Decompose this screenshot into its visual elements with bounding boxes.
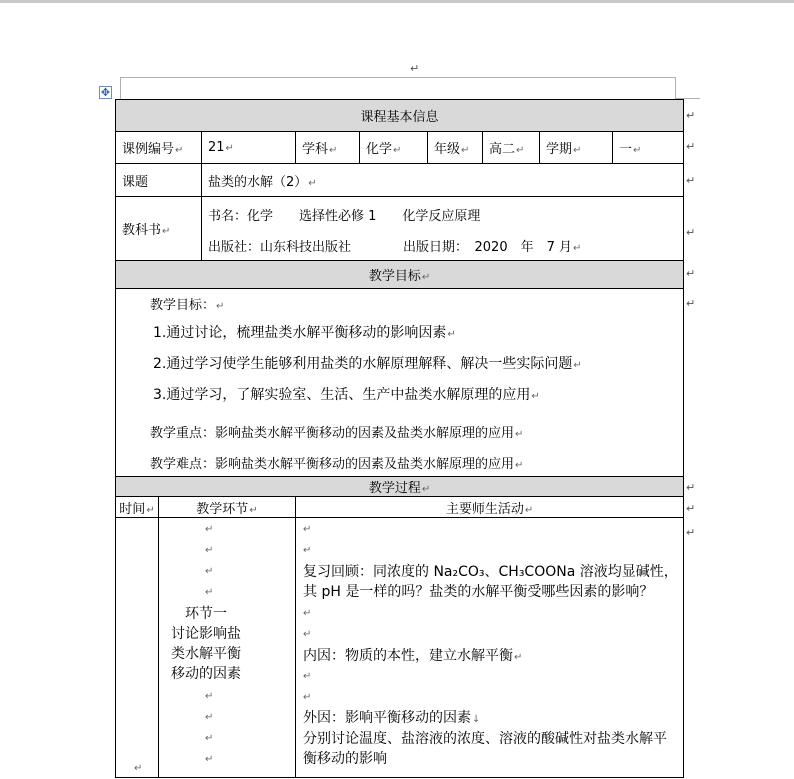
subject-value-cell[interactable]: 化学↵ xyxy=(360,132,428,164)
section-basic-info: 课程基本信息 xyxy=(116,100,684,132)
term-label-cell: 学期↵ xyxy=(540,132,613,164)
time-cell[interactable]: ↵ xyxy=(116,518,159,778)
internal-factor: 内因：物质的本性，建立水解平衡↵ xyxy=(303,648,523,664)
col-stage-header: 教学环节↵ xyxy=(159,497,296,518)
goals-heading: 教学目标：↵ xyxy=(150,298,225,313)
section-process: 教学过程↵ xyxy=(116,477,684,497)
window-top-edge xyxy=(0,0,794,3)
row-end-mark: ↵ xyxy=(686,109,696,122)
grade-value-cell[interactable]: 高二↵ xyxy=(483,132,540,164)
col-time-header: 时间↵ xyxy=(116,497,159,518)
goals-content-cell[interactable] xyxy=(116,289,684,477)
lesson-plan-table xyxy=(115,99,683,778)
key-point: 教学重点：影响盐类水解平衡移动的因素及盐类水解原理的应用↵ xyxy=(150,426,524,441)
textbook-line-1: 书名：化学 选择性必修 1 化学反应原理 xyxy=(208,209,481,224)
case-no-label-cell: 课例编号↵ xyxy=(116,132,202,164)
table-move-handle-icon[interactable]: ✥ xyxy=(100,86,111,99)
term-value-cell[interactable]: 一↵ xyxy=(613,132,684,164)
textbook-line-2: 出版社：山东科技出版社 出版日期： 2020 年 7 月↵ xyxy=(208,240,582,255)
row-end-mark: ↵ xyxy=(686,481,696,494)
col-activity-header: 主要师生活动↵ xyxy=(296,497,684,518)
grade-label-cell: 年级↵ xyxy=(428,132,483,164)
subject-label-cell: 学科↵ xyxy=(296,132,360,164)
stage-cell[interactable]: ↵ ↵ ↵ ↵ 环节一 讨论影响盐 类水解平衡 移动的因素 ↵ ↵ ↵ ↵ xyxy=(159,518,296,778)
section-goals: 教学目标↵ xyxy=(116,261,684,289)
difficulty-point: 教学难点：影响盐类水解平衡移动的因素及盐类水解原理的应用↵ xyxy=(150,457,524,472)
row-end-mark: ↵ xyxy=(686,267,696,280)
row-end-mark: ↵ xyxy=(686,226,696,239)
discussion-task: 分别讨论温度、盐溶液的浓度、溶液的酸碱性对盐类水解平 衡移动的影响 xyxy=(303,731,667,767)
paragraph-mark: ↵ xyxy=(410,62,420,75)
case-no-value-cell[interactable]: 21↵ xyxy=(202,132,296,164)
header-frame xyxy=(120,77,676,99)
stage-one-title: 环节一 讨论影响盐 类水解平衡 移动的因素 xyxy=(171,606,241,682)
textbook-label-cell: 教科书↵ xyxy=(116,197,202,261)
topic-label-cell: 课题 xyxy=(116,164,202,197)
goal-item-3: 3.通过学习，了解实验室、生活、生产中盐类水解原理的应用↵ xyxy=(153,387,540,403)
textbook-value-cell[interactable] xyxy=(202,197,684,261)
row-end-mark: ↵ xyxy=(686,140,696,153)
row-end-mark: ↵ xyxy=(686,502,696,515)
external-factor: 外因：影响平衡移动的因素↓ xyxy=(303,710,481,726)
activity-cell[interactable]: ↵ ↵ 复习回顾：同浓度的 Na₂CO₃、CH₃COONa 溶液均显碱性， 其 pH 是一样的吗？盐类的水解平衡受哪些因素的影响？ ↵ ↵ 内因：物质的本性，建立水解平衡↵ ↵ ↵ 外因：影响平衡移动的因素↓ 分别讨论温度、盐溶液的浓度、溶液的酸碱性对盐类水解平 衡移动的影响 xyxy=(296,518,684,778)
topic-value-cell[interactable]: 盐类的水解（2）↵ xyxy=(202,164,684,197)
goal-item-2: 2.通过学习使学生能够利用盐类的水解原理解释、解决一些实际问题↵ xyxy=(153,356,582,372)
goal-item-1: 1.通过讨论，梳理盐类水解平衡移动的影响因素↵ xyxy=(153,325,456,341)
row-end-mark: ↵ xyxy=(686,297,696,310)
review-question: 复习回顾：同浓度的 Na₂CO₃、CH₃COONa 溶液均显碱性， 其 pH 是一样的吗？盐类的水解平衡受哪些因素的影响？ xyxy=(303,564,678,600)
row-end-mark: ↵ xyxy=(686,174,696,187)
row-end-mark: ↵ xyxy=(686,526,696,539)
